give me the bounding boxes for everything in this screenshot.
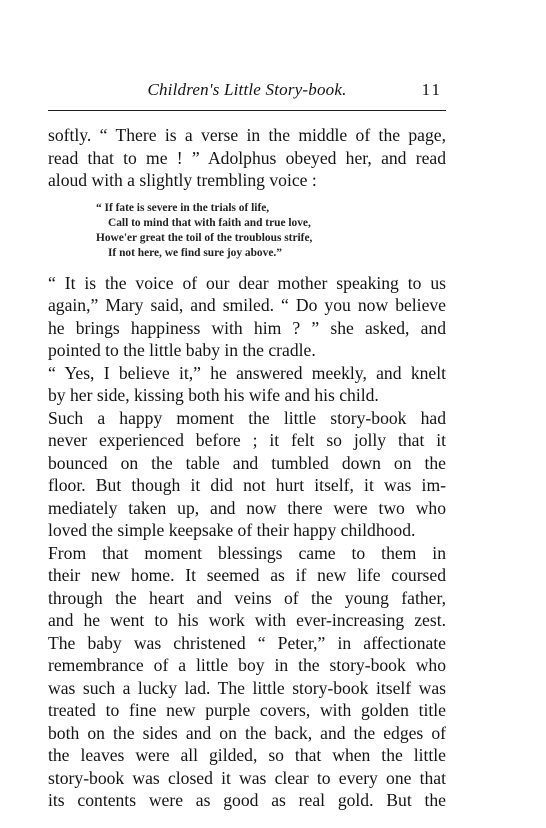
text-line: treated to fine new purple covers, with golden title (48, 700, 446, 720)
verse-line: If not here, we find sure joy above.” (108, 246, 282, 259)
text-line: and he went to his work with ever-increasing zest. (48, 610, 446, 630)
text-line: the leaves were all gilded, so that when the little (48, 745, 446, 765)
text-line: their new home. It seemed as if new life coursed (48, 565, 446, 585)
text-line: bounced on the table and tumbled down on the (48, 452, 446, 473)
running-head-title: Children's Little Story-book. (147, 80, 347, 99)
paragraph-3 (48, 362, 446, 407)
text-line: The baby was christened “ Peter,” in affectionate (48, 632, 446, 653)
text-line: through the heart and veins of the young father, (48, 587, 446, 608)
text-line: again,” Mary said, and smiled. “ Do you now believe (48, 295, 446, 315)
text-line: “ Yes, I believe it,” he answered meekly, and knelt (48, 362, 446, 383)
text-line: remembrance of a little boy in the story-book who (48, 655, 446, 675)
text-line: its contents were as good as real gold. But the (48, 790, 446, 810)
verse-quote (96, 201, 446, 261)
text-line: pointed to the little baby in the cradle. (48, 340, 316, 360)
verse-line: “ If fate is severe in the trials of life, (96, 201, 270, 214)
text-line: “ It is the voice of our dear mother speaking to us (48, 272, 446, 293)
header-rule (48, 110, 446, 111)
body-text (48, 124, 446, 812)
text-line: floor. But though it did not hurt itself, it was im- (48, 475, 446, 495)
text-line: story-book was closed it was clear to every one that (48, 767, 446, 788)
paragraph-4 (48, 407, 446, 542)
text-line: by her side, kissing both his wife and his child. (48, 385, 379, 405)
text-line: both on the sides and on the back, and the edges of (48, 722, 446, 743)
text-line: he brings happiness with him ? ” she asked, and (48, 317, 446, 338)
text-line: was such a lucky lad. The little story-book itself was (48, 677, 446, 698)
text-line: From that moment blessings came to them in (48, 542, 446, 563)
verse-line: Call to mind that with faith and true love, (108, 216, 311, 229)
text-line: aloud with a slightly trembling voice : (48, 170, 317, 190)
paragraph-1 (48, 124, 446, 192)
page-number: 11 (421, 80, 442, 99)
verse-line: Howe'er great the toil of the troublous strife, (96, 231, 313, 244)
text-line: loved the simple keepsake of their happy childhood. (48, 520, 416, 540)
running-head (48, 80, 446, 104)
text-line: never experienced before ; it felt so jolly that it (48, 430, 446, 450)
text-line: softly. “ There is a verse in the middle of the page, (48, 125, 446, 145)
paragraph-5 (48, 542, 446, 812)
text-line: mediately taken up, and now there were two who (48, 497, 446, 518)
text-line: read that to me ! ” Adolphus obeyed her, and read (48, 147, 446, 168)
paragraph-2 (48, 272, 446, 362)
text-line: Such a happy moment the little story-book had (48, 407, 446, 428)
